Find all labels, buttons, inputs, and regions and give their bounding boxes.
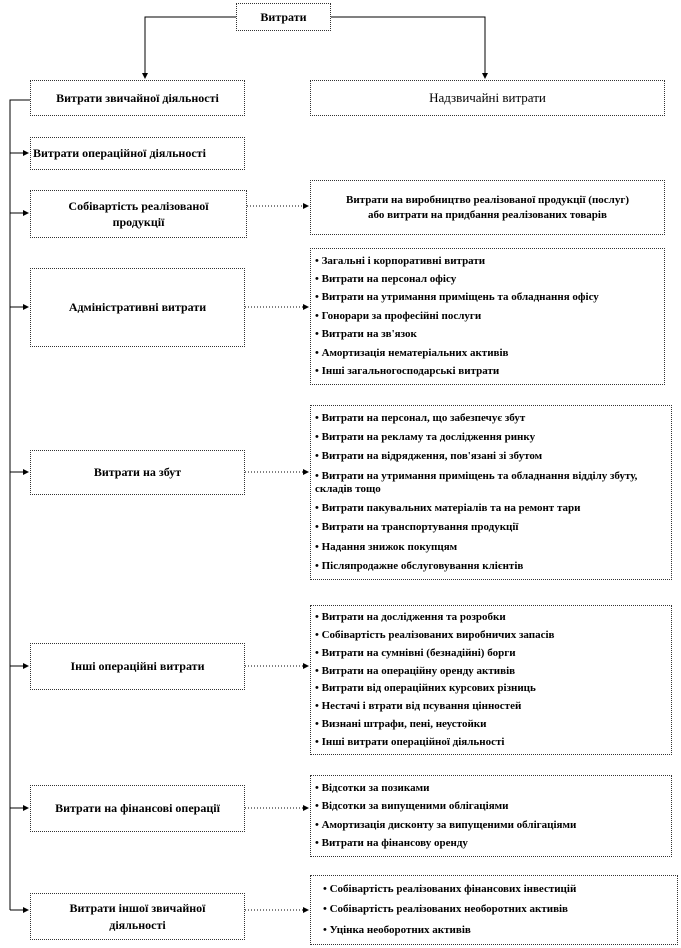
cost-of-sales-detail: Витрати на виробництво реалізованої продукції (послуг) або витрати на придбання реалізованих товарів <box>310 180 665 235</box>
list-item: • Визнані штрафи, пені, неустойки <box>315 718 667 731</box>
list-item: • Гонорари за професійні послуги <box>315 310 660 323</box>
list-item: • Витрати на утримання приміщень та обладнання відділу збуту, складів тощо <box>315 470 667 496</box>
extraordinary-box: Надзвичайні витрати <box>310 80 665 116</box>
list-item: • Витрати на дослідження та розробки <box>315 611 667 624</box>
list-item: • Амортизація дисконту за випущеними облігаціями <box>315 819 667 832</box>
list-item: • Витрати від операційних курсових різниць <box>315 682 667 695</box>
list-item: • Витрати на рекламу та дослідження ринку <box>315 431 667 444</box>
list-item: • Надання знижок покупцям <box>315 541 667 554</box>
list-item: • Уцінка необоротних активів <box>323 924 673 937</box>
root-box: Витрати <box>236 3 331 31</box>
list-item: • Витрати на персонал офісу <box>315 273 660 286</box>
list-item: • Амортизація нематеріальних активів <box>315 347 660 360</box>
sales-list <box>310 405 672 580</box>
list-item: • Нестачі і втрати від псування цінностей <box>315 700 667 713</box>
list-item: • Витрати на утримання приміщень та обладнання офісу <box>315 291 660 304</box>
other-ordinary-box: Витрати іншої звичайної діяльності <box>30 893 245 940</box>
list-item: • Витрати на фінансову оренду <box>315 837 667 850</box>
admin-list <box>310 248 665 385</box>
cost-of-sales-box: Собівартість реалізованої продукції <box>30 190 247 238</box>
list-item: • Відсотки за позиками <box>315 782 667 795</box>
list-item: • Витрати на зв'язок <box>315 328 660 341</box>
operating-box: Витрати операційної діяльності <box>30 137 245 170</box>
list-item: • Витрати на сумнівні (безнадійні) борги <box>315 647 667 660</box>
list-item: • Інші загальногосподарські витрати <box>315 365 660 378</box>
financial-list <box>310 775 672 857</box>
other-operating-box: Інші операційні витрати <box>30 643 245 690</box>
list-item: • Витрати на операційну оренду активів <box>315 665 667 678</box>
financial-box: Витрати на фінансові операції <box>30 785 245 832</box>
list-item: • Собівартість реалізованих фінансових інвестицій <box>323 883 673 896</box>
admin-box: Адміністративні витрати <box>30 268 245 347</box>
list-item: • Післяпродажне обслуговування клієнтів <box>315 560 667 573</box>
list-item: • Витрати на транспортування продукції <box>315 521 667 534</box>
ordinary-box: Витрати звичайної діяльності <box>30 80 245 116</box>
list-item: • Витрати пакувальних матеріалів та на ремонт тари <box>315 502 667 515</box>
list-item: • Витрати на персонал, що забезпечує збут <box>315 412 667 425</box>
sales-box: Витрати на збут <box>30 450 245 495</box>
list-item: • Інші витрати операційної діяльності <box>315 736 667 749</box>
other-ordinary-list <box>310 875 678 945</box>
list-item: • Собівартість реалізованих необоротних активів <box>323 903 673 916</box>
list-item: • Собівартість реалізованих виробничих запасів <box>315 629 667 642</box>
other-operating-list <box>310 605 672 755</box>
list-item: • Витрати на відрядження, пов'язані зі збутом <box>315 450 667 463</box>
list-item: • Відсотки за випущеними облігаціями <box>315 800 667 813</box>
list-item: • Загальні і корпоративні витрати <box>315 255 660 268</box>
